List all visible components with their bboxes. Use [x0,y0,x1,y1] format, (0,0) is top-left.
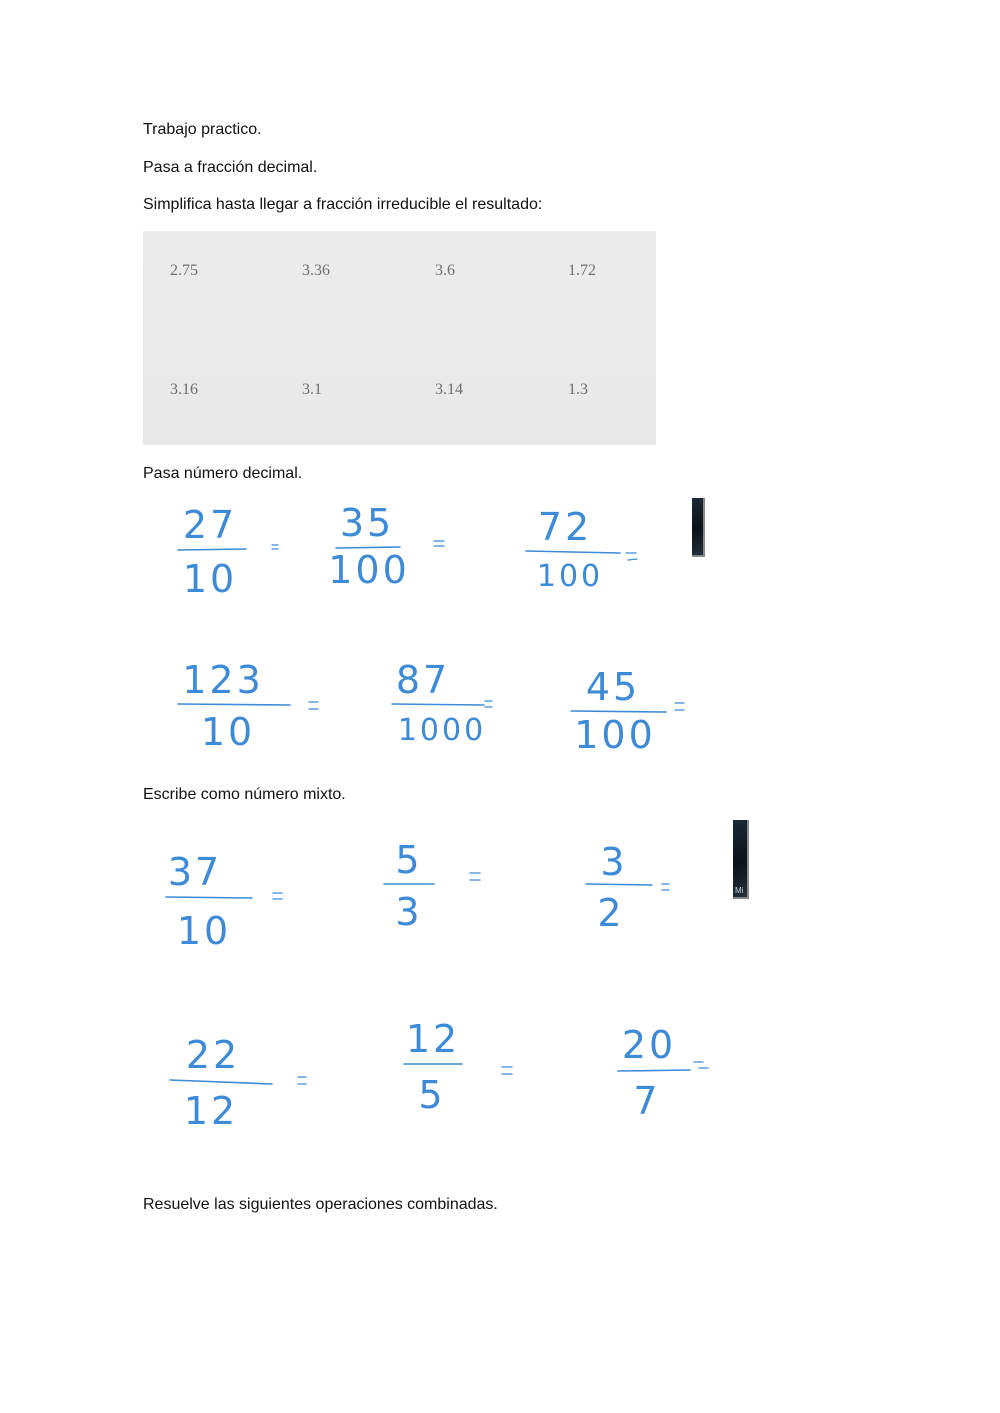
denominator: 10 [176,909,232,953]
fraction-bar [166,897,252,898]
instruction-combined-operations: Resuelve las siguientes operaciones combinadas. [143,1196,498,1213]
fraction-bar [170,1080,272,1084]
numerator: 27 [182,503,238,547]
fraction-3-2 [586,840,669,935]
cropped-heading [143,231,656,239]
numerator: 5 [395,838,423,882]
fraction-35-100 [328,501,444,592]
numerator: 123 [182,658,264,702]
fraction-27-10 [178,503,278,601]
numerator: 3 [600,840,628,884]
fraction-bar [571,711,666,712]
fraction-20-7 [618,1023,708,1123]
fraction-45-100 [571,665,684,757]
denominator: 10 [182,557,238,601]
instruction-simplify: Simplifica hasta llegar a fracción irreducible el resultado: [143,196,543,213]
instruction-decimal-fraction: Pasa a fracción decimal. [143,159,318,176]
fraction-5-3 [384,838,480,934]
fraction-bar [618,1070,690,1071]
decimal-values-image [143,231,656,445]
cropped-thumbnail-image [733,820,749,899]
fraction-bar [178,704,290,705]
thumbnail-caption: Mi [735,886,744,895]
denominator: 100 [328,548,410,592]
decimal-value: 2.75 [170,262,198,279]
numerator: 45 [585,665,641,709]
numerator: 37 [167,850,223,894]
denominator: 100 [574,713,656,757]
instruction-to-decimal: Pasa número decimal. [143,465,303,482]
denominator: 1000 [397,713,487,748]
numerator: 72 [537,505,593,549]
page-title: Trabajo practico. [143,121,262,138]
denominator: 12 [183,1089,239,1133]
fraction-bar [526,551,620,553]
numerator: 20 [621,1023,677,1067]
denominator: 100 [536,559,604,594]
numerator: 22 [185,1033,241,1077]
fraction-22-12 [170,1033,306,1133]
instruction-mixed-number: Escribe como número mixto. [143,786,346,803]
fraction-bar [586,884,652,885]
fraction-bar [336,547,400,548]
decimal-value: 3.6 [435,262,455,279]
denominator: 2 [597,891,625,935]
fraction-37-10 [166,850,282,953]
fraction-123-10 [178,658,318,754]
fraction-12-5 [404,1017,512,1117]
numerator: 87 [395,658,451,702]
equals-sign [628,559,637,560]
denominator: 10 [200,710,256,754]
decimal-value: 3.16 [170,381,198,398]
denominator: 7 [633,1079,661,1123]
fraction-87-1000 [392,658,492,748]
numerator: 12 [405,1017,461,1061]
denominator: 5 [418,1073,446,1117]
denominator: 3 [395,890,423,934]
decimal-value: 1.72 [568,262,596,279]
fraction-72-100 [526,505,637,594]
numerator: 35 [339,501,395,545]
decimal-value: 3.36 [302,262,330,279]
decimal-value: 3.14 [435,381,463,398]
decimal-value: 3.1 [302,381,322,398]
fraction-bar [178,549,246,550]
decimal-value: 1.3 [568,381,588,398]
cropped-thumbnail-image [692,498,705,557]
fraction-bar [392,704,484,705]
